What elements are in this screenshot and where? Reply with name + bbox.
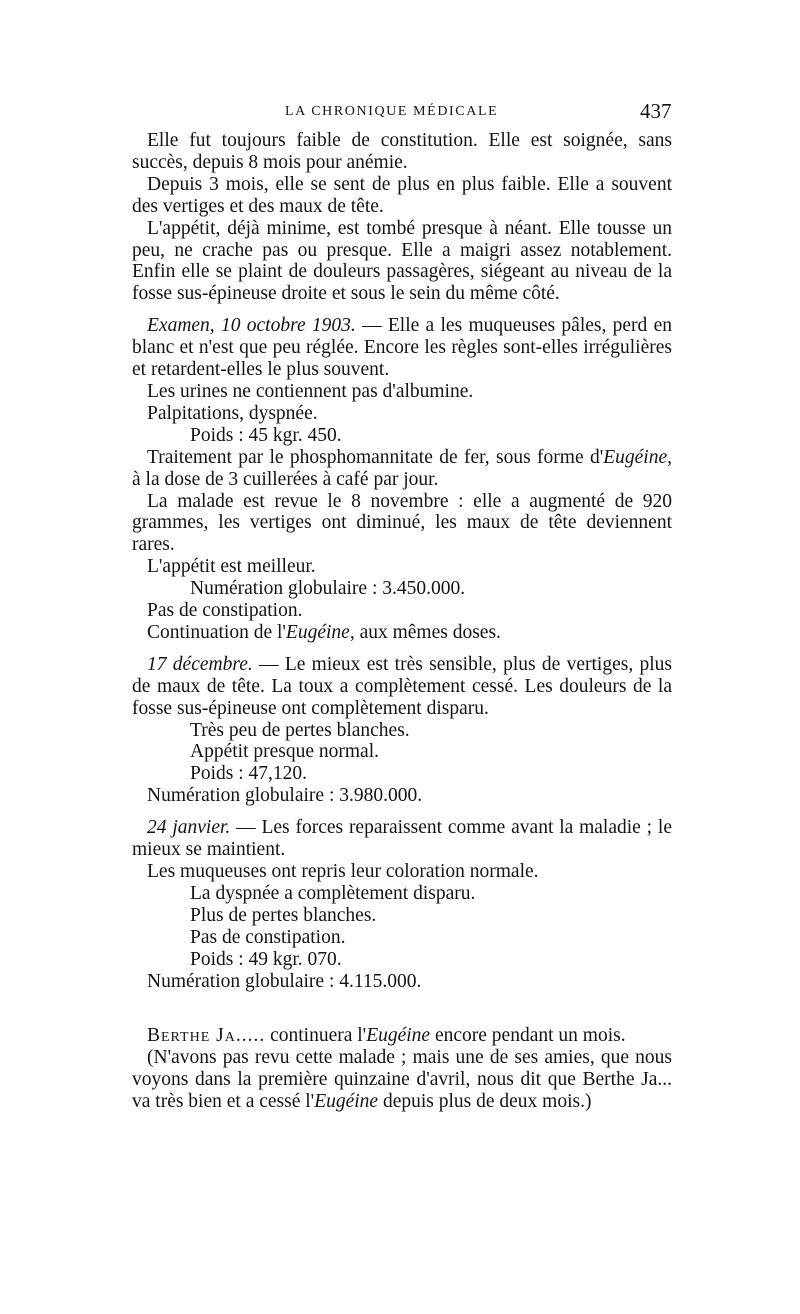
page-number: 437	[640, 99, 672, 123]
line-palpitations: Palpitations, dyspnée.	[147, 402, 318, 424]
eugeine-term: Eugéine	[314, 1091, 379, 1113]
line-poids-1: Poids : 45 kgr. 450.	[190, 424, 342, 446]
eugeine-term: Eugéine	[285, 621, 350, 643]
paragraph-final: (N'avons pas revu cette malade ; mais une de ses amies, que nous voyons dans la première quinzaine d'avril, nous dit que Berthe Ja... va très bien et a cessé l'Eugéine depuis plus de deux mois.)	[132, 1047, 672, 1113]
running-title: LA CHRONIQUE MÉDICALE	[285, 104, 499, 119]
line-muqueuses: Les muqueuses ont repris leur coloration normale.	[147, 861, 539, 882]
patient-name: Berthe Ja.....	[147, 1025, 266, 1047]
line-continuation: Continuation de l'Eugéine, aux mêmes doses.	[147, 621, 501, 643]
eugeine-term: Eugéine	[603, 446, 668, 468]
line-poids-2: Poids : 47,120.	[190, 763, 308, 785]
exam-date: Examen, 10 octobre 1903.	[147, 315, 356, 337]
line-plus-pertes: Plus de pertes blanches.	[190, 904, 377, 926]
paragraph-appetit: L'appétit, déjà minime, est tombé presque à néant. Elle tousse un peu, ne crache pas ou presque. Elle a maigri assez notablement. Enfin elle se plaint de douleurs passagères, siégeant au niveau de la fosse sus-épineuse droite et sous le sein du même côté.	[132, 217, 672, 305]
paragraph-depuis: Depuis 3 mois, elle se sent de plus en plus faible. Elle a souvent des vertiges et des maux de tête.	[132, 173, 672, 217]
paragraph-traitement: Traitement par le phosphomannitate de fer, sous forme d'Eugéine, à la dose de 3 cuillerées à café par jour.	[132, 446, 672, 490]
line-numeration-2: Numération globulaire : 3.980.000.	[147, 785, 423, 807]
paragraph-berthe: Berthe Ja..... continuera l'Eugéine encore pendant un mois.	[147, 1025, 626, 1047]
paragraph-examen	[132, 315, 672, 381]
body-text	[132, 130, 672, 1113]
paragraph-constitution: Elle fut toujours faible de constitution. Elle est soignée, sans succès, depuis 8 mois pour anémie.	[132, 130, 672, 173]
exam-text: — Elle a les muqueuses pâles, perd en blanc et n'est que peu réglée. Encore les règles sont-elles irrégulières et retardent-elles le plus souvent.	[132, 315, 672, 381]
paragraph-janvier: 24 janvier. — Les forces reparaissent comme avant la maladie ; le mieux se maintient.	[132, 817, 672, 861]
line-urines: Les urines ne contiennent pas d'albumine.	[147, 380, 474, 402]
paragraph-revue: La malade est revue le 8 novembre : elle a augmenté de 920 grammes, les vertiges ont diminué, les maux de tête deviennent rares.	[132, 490, 672, 556]
janvier-date: 24 janvier.	[147, 817, 231, 839]
line-pertes-peu: Très peu de pertes blanches.	[190, 719, 410, 741]
decembre-date: 17 décembre.	[147, 653, 253, 675]
line-appetit-meilleur: L'appétit est meilleur.	[147, 556, 316, 578]
line-numeration-3: Numération globulaire : 4.115.000.	[147, 970, 422, 992]
eugeine-term: Eugéine	[366, 1025, 431, 1047]
paragraph-decembre: 17 décembre. — Le mieux est très sensible, plus de vertiges, plus de maux de tête. La toux a complètement cessé. Les douleurs de la fosse sus-épineuse ont complètement disparu.	[132, 653, 672, 719]
line-appetit-normal: Appétit presque normal.	[190, 741, 379, 763]
line-constipation-1: Pas de constipation.	[147, 600, 303, 622]
line-numeration-1: Numération globulaire : 3.450.000.	[190, 578, 466, 600]
line-poids-3: Poids : 49 kgr. 070.	[190, 948, 342, 970]
line-constipation-2: Pas de constipation.	[190, 926, 346, 948]
line-dyspnee: La dyspnée a complètement disparu.	[190, 882, 476, 904]
